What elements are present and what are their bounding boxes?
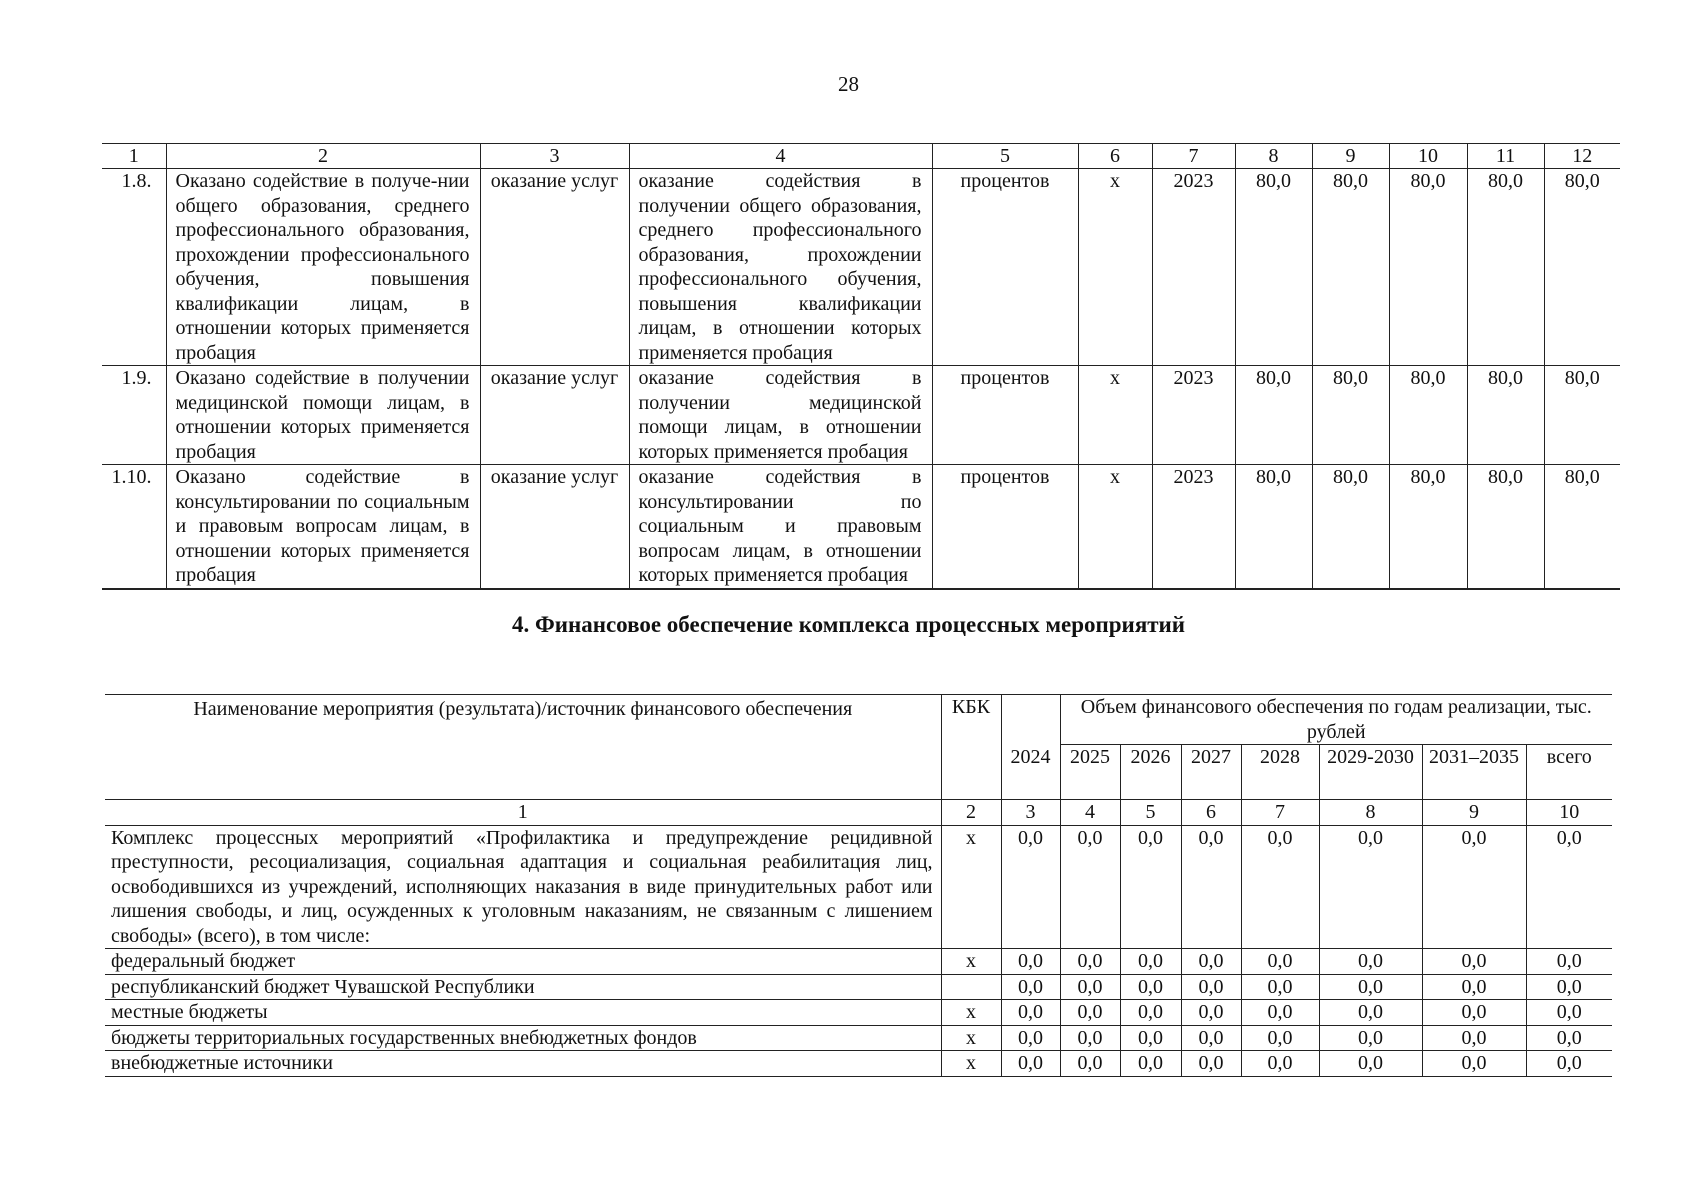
col-number: 7 xyxy=(1241,800,1319,826)
header-name: Наименование мероприятия (результата)/источник финансового обеспечения xyxy=(105,695,941,800)
header-kbk: КБК xyxy=(941,695,1001,800)
source-name: внебюджетные источники xyxy=(105,1051,941,1077)
amount: 0,0 xyxy=(1319,1051,1422,1077)
base-value: х xyxy=(1078,169,1152,366)
value: 80,0 xyxy=(1389,366,1467,465)
finance-header-row xyxy=(105,695,1612,745)
source-name: Комплекс процессных мероприятий «Профилактика и предупреждение рецидивной преступности, ресоциализация, социальная адаптация и социальная реабилитация лиц, освободившихся из учреждений, исполняющих наказания в виде принудительных работ или лишения свободы, и лиц, осужденных к уголовным наказаниям, не связанным с лишением свободы» (всего), в том числе: xyxy=(105,825,941,949)
finance-colnum-row xyxy=(105,800,1612,826)
amount: 0,0 xyxy=(1060,1000,1120,1026)
amount: 0,0 xyxy=(1120,1000,1181,1026)
col-number: 10 xyxy=(1389,144,1467,169)
base-year: 2023 xyxy=(1152,366,1235,465)
table-row xyxy=(102,465,1620,589)
col-number: 3 xyxy=(1001,800,1060,826)
amount: 0,0 xyxy=(1422,1051,1526,1077)
col-number: 7 xyxy=(1152,144,1235,169)
amount: 0,0 xyxy=(1181,825,1241,949)
col-number: 2 xyxy=(166,144,480,169)
indicators-table xyxy=(102,143,1620,590)
col-number: 2 xyxy=(941,800,1001,826)
amount: 0,0 xyxy=(1241,825,1319,949)
col-number: 3 xyxy=(480,144,629,169)
base-year: 2023 xyxy=(1152,169,1235,366)
amount: 0,0 xyxy=(1319,1025,1422,1051)
kbk-value: х xyxy=(941,825,1001,949)
col-number: 11 xyxy=(1467,144,1544,169)
result-description: оказание содействия в получении медицинской помощи лицам, в отношении которых применяется пробация xyxy=(629,366,932,465)
result-name: Оказано содействие в получе-нии общего образования, среднего профессионального образования, прохождении профессионального обучения, повышения квалификации лицам, в отношении которых применяется пробация xyxy=(166,169,480,366)
amount: 0,0 xyxy=(1422,1025,1526,1051)
amount: 0,0 xyxy=(1422,825,1526,949)
amount: 0,0 xyxy=(1526,949,1612,975)
year-header: 2028 xyxy=(1241,745,1319,800)
amount: 0,0 xyxy=(1060,1025,1120,1051)
table-row xyxy=(102,366,1620,465)
amount: 0,0 xyxy=(1422,949,1526,975)
source-name: республиканский бюджет Чувашской Республики xyxy=(105,974,941,1000)
value: 80,0 xyxy=(1467,169,1544,366)
finance-table xyxy=(105,694,1612,1077)
amount: 0,0 xyxy=(1181,1051,1241,1077)
amount: 0,0 xyxy=(1060,825,1120,949)
source-name: местные бюджеты xyxy=(105,1000,941,1026)
base-value: х xyxy=(1078,366,1152,465)
amount: 0,0 xyxy=(1181,949,1241,975)
amount: 0,0 xyxy=(1241,1025,1319,1051)
amount: 0,0 xyxy=(1241,1051,1319,1077)
unit: процентов xyxy=(932,465,1078,589)
col-number: 10 xyxy=(1526,800,1612,826)
section-title: 4. Финансовое обеспечение комплекса процессных мероприятий xyxy=(511,612,1186,637)
amount: 0,0 xyxy=(1181,974,1241,1000)
col-number: 9 xyxy=(1312,144,1389,169)
table-row xyxy=(105,949,1612,975)
col-number: 6 xyxy=(1181,800,1241,826)
value: 80,0 xyxy=(1467,465,1544,589)
value: 80,0 xyxy=(1235,465,1312,589)
value: 80,0 xyxy=(1467,366,1544,465)
year-header: 2026 xyxy=(1120,745,1181,800)
amount: 0,0 xyxy=(1241,1000,1319,1026)
amount: 0,0 xyxy=(1120,974,1181,1000)
table-row xyxy=(105,1025,1612,1051)
value: 80,0 xyxy=(1312,465,1389,589)
result-name: Оказано содействие в консультировании по социальным и правовым вопросам лицам, в отношении которых применяется пробация xyxy=(166,465,480,589)
col-number: 1 xyxy=(102,144,166,169)
amount: 0,0 xyxy=(1526,974,1612,1000)
amount: 0,0 xyxy=(1001,825,1060,949)
indicators-header-row xyxy=(102,144,1620,169)
result-type: оказание услуг xyxy=(480,465,629,589)
amount: 0,0 xyxy=(1422,1000,1526,1026)
value: 80,0 xyxy=(1235,169,1312,366)
result-type: оказание услуг xyxy=(480,366,629,465)
col-number: 4 xyxy=(1060,800,1120,826)
col-number: 9 xyxy=(1422,800,1526,826)
amount: 0,0 xyxy=(1319,949,1422,975)
base-value: х xyxy=(1078,465,1152,589)
amount: 0,0 xyxy=(1526,1051,1612,1077)
amount: 0,0 xyxy=(1241,974,1319,1000)
unit: процентов xyxy=(932,366,1078,465)
amount: 0,0 xyxy=(1241,949,1319,975)
amount: 0,0 xyxy=(1060,974,1120,1000)
row-number: 1.10. xyxy=(102,465,166,589)
result-description: оказание содействия в получении общего образования, среднего профессионального образования, прохождении профессионального обучения, повышения квалификации лицам, в отношении которых применяется пробация xyxy=(629,169,932,366)
table-row xyxy=(105,1051,1612,1077)
col-number: 5 xyxy=(1120,800,1181,826)
col-number: 12 xyxy=(1544,144,1620,169)
source-name: федеральный бюджет xyxy=(105,949,941,975)
amount: 0,0 xyxy=(1060,1051,1120,1077)
col-number: 4 xyxy=(629,144,932,169)
col-number: 8 xyxy=(1235,144,1312,169)
col-number: 5 xyxy=(932,144,1078,169)
amount: 0,0 xyxy=(1526,1000,1612,1026)
amount: 0,0 xyxy=(1001,974,1060,1000)
result-type: оказание услуг xyxy=(480,169,629,366)
amount: 0,0 xyxy=(1526,825,1612,949)
value: 80,0 xyxy=(1312,366,1389,465)
amount: 0,0 xyxy=(1319,974,1422,1000)
header-volume: Объем финансового обеспечения по годам реализации, тыс. рублей xyxy=(1060,695,1612,745)
kbk-value: х xyxy=(941,949,1001,975)
value: 80,0 xyxy=(1544,169,1620,366)
table-row xyxy=(105,825,1612,949)
table-row xyxy=(105,1000,1612,1026)
year-header: 2024 xyxy=(1001,745,1060,800)
amount: 0,0 xyxy=(1120,825,1181,949)
year-header: 2031–2035 xyxy=(1422,745,1526,800)
unit: процентов xyxy=(932,169,1078,366)
amount: 0,0 xyxy=(1120,1051,1181,1077)
value: 80,0 xyxy=(1312,169,1389,366)
kbk-value: х xyxy=(941,1051,1001,1077)
amount: 0,0 xyxy=(1181,1000,1241,1026)
amount: 0,0 xyxy=(1001,1051,1060,1077)
source-name: бюджеты территориальных государственных внебюджетных фондов xyxy=(105,1025,941,1051)
amount: 0,0 xyxy=(1319,1000,1422,1026)
col-number: 6 xyxy=(1078,144,1152,169)
col-number: 8 xyxy=(1319,800,1422,826)
page-number: 28 xyxy=(838,72,859,96)
amount: 0,0 xyxy=(1120,1025,1181,1051)
col-number: 1 xyxy=(105,800,941,826)
year-header: 2025 xyxy=(1060,745,1120,800)
kbk-value: х xyxy=(941,1025,1001,1051)
result-description: оказание содействия в консультировании по социальным и правовым вопросам лицам, в отношении которых применяется пробация xyxy=(629,465,932,589)
table-row xyxy=(105,974,1612,1000)
amount: 0,0 xyxy=(1319,825,1422,949)
header-blank xyxy=(1001,695,1060,745)
kbk-value: х xyxy=(941,1000,1001,1026)
base-year: 2023 xyxy=(1152,465,1235,589)
amount: 0,0 xyxy=(1526,1025,1612,1051)
amount: 0,0 xyxy=(1181,1025,1241,1051)
amount: 0,0 xyxy=(1120,949,1181,975)
value: 80,0 xyxy=(1389,465,1467,589)
kbk-value xyxy=(941,974,1001,1000)
year-header: всего xyxy=(1526,745,1612,800)
year-header: 2027 xyxy=(1181,745,1241,800)
value: 80,0 xyxy=(1544,366,1620,465)
table-row xyxy=(102,169,1620,366)
amount: 0,0 xyxy=(1060,949,1120,975)
result-name: Оказано содействие в получении медицинской помощи лицам, в отношении которых применяется пробация xyxy=(166,366,480,465)
row-number: 1.9. xyxy=(102,366,166,465)
amount: 0,0 xyxy=(1422,974,1526,1000)
amount: 0,0 xyxy=(1001,1000,1060,1026)
amount: 0,0 xyxy=(1001,1025,1060,1051)
amount: 0,0 xyxy=(1001,949,1060,975)
value: 80,0 xyxy=(1389,169,1467,366)
value: 80,0 xyxy=(1235,366,1312,465)
value: 80,0 xyxy=(1544,465,1620,589)
row-number: 1.8. xyxy=(102,169,166,366)
year-header: 2029-2030 xyxy=(1319,745,1422,800)
